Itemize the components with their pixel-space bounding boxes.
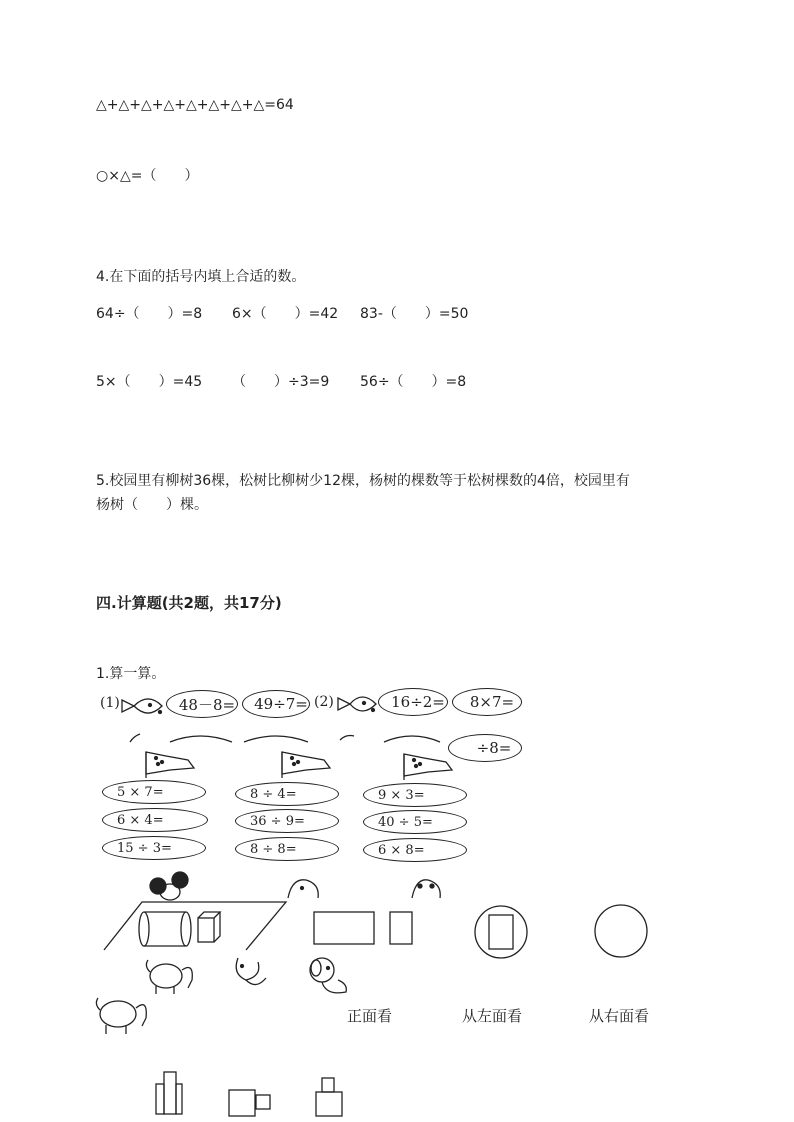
stacked-blocks-icon-1 — [156, 1072, 182, 1114]
flag-group-1-oval-1: 5 × 7= — [102, 780, 206, 804]
front-view-narrow-rectangle-icon — [390, 912, 412, 944]
fish-icon-1 — [122, 699, 162, 714]
flag-group-2-oval-1: 8 ÷ 4= — [235, 782, 339, 806]
animal-head-icon — [412, 880, 440, 898]
fish-oval-2: 49÷7= — [242, 690, 310, 718]
stacked-blocks-icon-3 — [316, 1078, 342, 1116]
mickey-head-icon — [150, 872, 188, 900]
problem-5-line-1: 5.校园里有柳树36棵，松树比柳树少12棵，杨树的棵数等于松树棵数的4倍，校园里有 — [96, 473, 630, 489]
fish-oval-partial: ÷8= — [448, 734, 522, 762]
flag-group-3-oval-2: 40 ÷ 5= — [363, 810, 467, 834]
flag-icon-3 — [404, 754, 452, 780]
flag-icon-2 — [282, 752, 330, 778]
view-label-right: 从右面看 — [589, 1007, 650, 1025]
cylinder-icon — [139, 912, 191, 946]
problem-4-row-2-item-2: （ ）÷3=9 — [232, 374, 330, 390]
elephant-icon-1 — [146, 960, 192, 994]
flag-group-1-oval-3: 15 ÷ 3= — [102, 836, 206, 860]
flag-group-2-oval-2: 36 ÷ 9= — [235, 809, 339, 833]
flag-group-3-oval-3: 6 × 8= — [363, 838, 467, 862]
fish-row-label-1: (1) — [100, 695, 120, 711]
flag-icon-1 — [146, 752, 194, 778]
problem-5-line-2: 杨树（ ）棵。 — [96, 497, 208, 513]
left-view-inner-rectangle-icon — [489, 915, 513, 949]
problem-4-row-2-item-1: 5×（ ）=45 — [96, 374, 203, 390]
fish-oval-4: 8×7= — [452, 688, 522, 716]
squirrel-icon — [236, 958, 266, 985]
problem-4-row-2-item-3: 56÷（ ）=8 — [360, 374, 467, 390]
problem-4-row-1-item-3: 83-（ ）=50 — [360, 306, 469, 322]
puppy-head-icon — [288, 880, 318, 898]
elephant-icon-2 — [96, 998, 146, 1034]
fish-oval-3: 16÷2= — [378, 688, 448, 716]
section-4-heading: 四.计算题(共2题，共17分) — [96, 594, 282, 612]
problem-4-title: 4.在下面的括号内填上合适的数。 — [96, 269, 306, 285]
circle-times-triangle-blank: ○×△=（ ） — [96, 168, 199, 184]
view-label-left: 从左面看 — [462, 1007, 523, 1025]
flag-group-2-oval-3: 8 ÷ 8= — [235, 837, 339, 861]
fish-oval-1: 48－8= — [166, 690, 238, 718]
problem-4-row-1-item-2: 6×（ ）=42 — [232, 306, 339, 322]
left-view-circle-icon — [475, 906, 527, 958]
view-label-front: 正面看 — [347, 1007, 393, 1025]
problem-4-row-1-item-1: 64÷（ ）=8 — [96, 306, 203, 322]
fish-icon-2 — [338, 697, 376, 712]
flag-group-3-oval-1: 9 × 3= — [363, 783, 467, 807]
cube-icon — [198, 912, 220, 942]
flag-group-1-oval-2: 6 × 4= — [102, 808, 208, 832]
question-1-title: 1.算一算。 — [96, 666, 166, 682]
dog-icon — [310, 958, 346, 993]
right-view-circle-icon — [595, 905, 647, 957]
front-view-wide-rectangle-icon — [314, 912, 374, 944]
cropped-fish-row — [130, 734, 440, 742]
stacked-blocks-icon-2 — [229, 1090, 270, 1116]
triangle-equation: △+△+△+△+△+△+△+△=64 — [96, 97, 294, 113]
fish-row-label-2: (2) — [314, 694, 334, 710]
table-top-parallelogram — [104, 902, 286, 950]
